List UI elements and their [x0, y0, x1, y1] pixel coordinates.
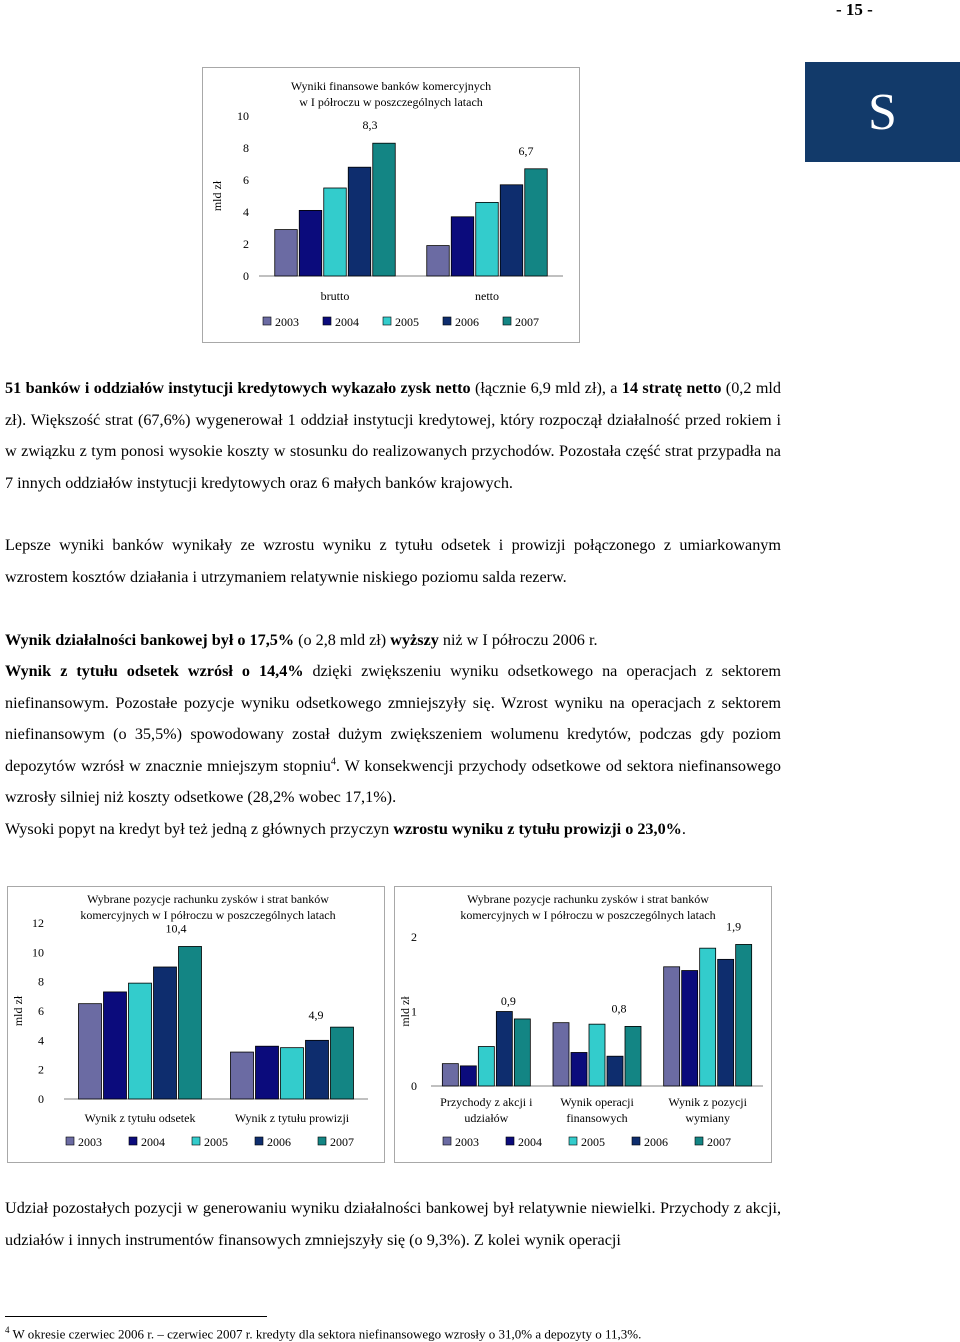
paragraph-interest-result	[5, 656, 781, 814]
legend-swatch	[569, 1137, 577, 1145]
y-tick-label: 8	[243, 141, 249, 155]
bar	[79, 1004, 102, 1099]
category-label: Wynik z pozycji	[668, 1095, 747, 1109]
text-run: Lepsze wyniki banków wynikały ze wzrostu wyniku z tytułu odsetek i prowizji połączonego z umiarkowanym wzrostem kosztów działania i utrzymaniem relatywnie niskiego poziomu salda rezerw.	[5, 536, 781, 586]
bold-run: 51 banków i oddziałów instytucji kredytowych wykazało zysk netto	[5, 379, 471, 397]
y-axis-label: mld zł	[210, 180, 224, 212]
legend-swatch	[255, 1137, 263, 1145]
bar	[179, 946, 202, 1099]
bold-run: Wynik z tytułu odsetek wzrósł o 14,4%	[5, 662, 304, 680]
y-tick-label: 0	[243, 269, 249, 283]
bar	[460, 1066, 476, 1086]
bar	[718, 959, 734, 1086]
bar	[736, 944, 752, 1086]
legend-label: 2007	[515, 315, 539, 329]
bar	[104, 992, 127, 1099]
legend-swatch	[263, 317, 271, 325]
footnote-ref: 4	[330, 756, 336, 768]
bar	[281, 1048, 304, 1099]
chart-interest-commission	[7, 886, 385, 1163]
bar	[275, 230, 298, 276]
y-axis-label: mld zł	[398, 996, 412, 1027]
bar	[129, 983, 152, 1099]
chart-title-line: komercyjnych w I półroczu w poszczególnych latach	[80, 908, 336, 922]
bar	[348, 167, 371, 276]
paragraph-better-results	[5, 530, 781, 593]
legend-label: 2005	[581, 1135, 605, 1149]
legend-label: 2006	[455, 315, 479, 329]
legend-swatch	[506, 1137, 514, 1145]
section-marker: S	[805, 62, 960, 162]
bar	[373, 143, 396, 276]
category-label: netto	[475, 289, 499, 303]
y-tick-label: 2	[411, 930, 417, 944]
y-tick-label: 0	[38, 1092, 44, 1106]
bar	[553, 1023, 569, 1086]
legend-label: 2003	[275, 315, 299, 329]
footnote-mark: 4	[5, 1325, 10, 1335]
text-run: Udział pozostałych pozycji w generowaniu wyniku działalności bankowej był relatywnie niewielki. Przychody z akcji, udziałów i innych instrumentów finansowych zmniejszyły się (o 9,3%). Z kolei wynik operacji	[5, 1199, 781, 1249]
data-label: 4,9	[308, 1008, 324, 1023]
legend-swatch	[323, 317, 331, 325]
text-run: (0,2 mld zł). Większość strat (67,6%) wygenerował 1 oddział instytucji kredytowej, który rozpoczął działalność przed rokiem i w związku z tym ponosi wysokie koszty w stosunku do realizowanych przychodów. Pozostała część strat przypadła na 7 innych oddziałów instytucji kredytowych oraz 6 małych banków krajowych.	[5, 379, 781, 492]
bold-run: Wynik działalności bankowej był o 17,5%	[5, 631, 295, 649]
category-label: finansowych	[566, 1111, 628, 1125]
y-tick-label: 10	[237, 109, 249, 123]
y-tick-label: 2	[243, 237, 249, 251]
bar	[682, 971, 698, 1086]
y-tick-label: 6	[38, 1004, 44, 1018]
y-tick-label: 1	[411, 1004, 417, 1019]
category-label: Wynik z tytułu prowizji	[234, 1111, 350, 1125]
legend-swatch	[129, 1137, 137, 1145]
y-tick-label: 4	[243, 205, 249, 219]
legend-label: 2007	[707, 1135, 731, 1149]
y-tick-label: 10	[32, 945, 44, 960]
bar	[514, 1019, 530, 1086]
paragraph-banking-result	[5, 625, 781, 657]
text-run: (o 2,8 mld zł)	[294, 631, 391, 649]
bar	[700, 948, 716, 1086]
category-label: Wynik operacji	[560, 1095, 634, 1109]
legend-swatch	[383, 317, 391, 325]
bar	[607, 1056, 623, 1086]
data-label: 6,7	[518, 143, 534, 158]
y-tick-label: 8	[38, 974, 44, 989]
legend-swatch	[503, 317, 511, 325]
legend-label: 2005	[204, 1135, 228, 1149]
legend-swatch	[695, 1137, 703, 1145]
category-label: wymiany	[685, 1111, 731, 1125]
bar	[299, 210, 322, 276]
category-label: brutto	[320, 289, 350, 303]
y-tick-label: 4	[38, 1033, 44, 1048]
bar	[306, 1040, 329, 1099]
category-label: Wynik z tytułu odsetek	[84, 1111, 196, 1125]
footnote	[5, 1322, 955, 1342]
footnote-text: W okresie czerwiec 2006 r. – czerwiec 2007 r. kredyty dla sektora niefinansowego wzrosły o 31,0% a depozyty o 11,3%.	[9, 1326, 642, 1342]
chart-title-line: Wybrane pozycje rachunku zysków i strat banków	[87, 892, 329, 906]
paragraph-profit-loss	[5, 373, 781, 499]
chart-title-line: Wyniki finansowe banków komercyjnych	[290, 79, 492, 93]
bar	[154, 967, 177, 1099]
legend-swatch	[632, 1137, 640, 1145]
legend-label: 2005	[395, 315, 419, 329]
bar	[625, 1026, 641, 1086]
legend-swatch	[318, 1137, 326, 1145]
bar	[496, 1012, 512, 1087]
bar	[442, 1064, 458, 1086]
legend-label: 2003	[78, 1135, 102, 1149]
y-tick-label: 12	[32, 916, 44, 930]
bar	[478, 1047, 494, 1086]
legend-label: 2006	[644, 1135, 668, 1149]
chart-financial-results	[202, 67, 580, 343]
paragraph-commission-result	[5, 814, 781, 846]
legend-label: 2004	[518, 1135, 542, 1149]
legend-swatch	[443, 1137, 451, 1145]
chart-other-items	[394, 886, 772, 1163]
bold-run: 14 stratę netto	[621, 379, 722, 397]
text-run: Wysoki popyt na kredyt był też jedną z głównych przyczyn	[5, 820, 394, 838]
y-axis-label: mld zł	[11, 995, 25, 1027]
bold-run: wyższy	[390, 631, 439, 649]
bar	[256, 1046, 279, 1099]
legend-label: 2004	[335, 315, 359, 329]
bar	[500, 185, 523, 276]
footnote-rule	[5, 1316, 267, 1317]
text-run: .	[681, 820, 686, 838]
text-run: niż w I półroczu 2006 r.	[438, 631, 598, 649]
y-tick-label: 2	[38, 1062, 44, 1077]
text-run: (łącznie 6,9 mld zł), a	[470, 379, 622, 397]
paragraph-other-items	[5, 1193, 781, 1256]
page-number: - 15 -	[836, 0, 873, 19]
bar	[331, 1027, 354, 1099]
bar	[324, 188, 347, 276]
bar	[231, 1052, 254, 1099]
chart-title-line: w I półroczu w poszczególnych latach	[299, 95, 483, 109]
chart-title-line: Wybrane pozycje rachunku zysków i strat banków	[467, 892, 709, 906]
bar	[476, 202, 499, 276]
data-label: 0,9	[500, 993, 516, 1008]
data-label: 10,4	[165, 921, 187, 936]
legend-label: 2004	[141, 1135, 165, 1149]
legend-swatch	[192, 1137, 200, 1145]
data-label: 1,9	[726, 919, 742, 934]
bar	[525, 169, 548, 276]
bar	[571, 1052, 587, 1086]
data-label: 0,8	[611, 1001, 627, 1016]
bar	[664, 967, 680, 1086]
bold-run: wzrostu wyniku z tytułu prowizji o 23,0%	[393, 820, 682, 838]
legend-label: 2003	[455, 1135, 479, 1149]
legend-swatch	[66, 1137, 74, 1145]
text-run: dzięki zwiększeniu wyniku odsetkowego na operacjach z sektorem niefinansowym. Pozostałe pozycje wyniku odsetkowego zmniejszyły się. Wzrost wyniku na operacjach z sektorem niefinansowym (o 35,5%) spowodowany został dużym zwiększeniem wolumenu kredytów, podczas gdy poziom depozytów wzrósł w znacznie mniejszym stopniu	[5, 662, 781, 775]
y-tick-label: 0	[411, 1079, 417, 1093]
y-tick-label: 6	[243, 173, 249, 187]
legend-swatch	[443, 317, 451, 325]
data-label: 8,3	[362, 118, 378, 133]
chart-title-line: komercyjnych w I półroczu w poszczególnych latach	[460, 908, 716, 922]
bar	[589, 1024, 605, 1086]
category-label: udziałów	[464, 1111, 509, 1125]
bar	[451, 217, 474, 276]
bar	[427, 246, 450, 276]
legend-label: 2006	[267, 1135, 291, 1149]
category-label: Przychody z akcji i	[440, 1095, 533, 1109]
text-run: . W konsekwencji przychody odsetkowe od sektora niefinansowego wzrosły silniej niż koszty odsetkowe (28,2% wobec 17,1%).	[5, 756, 782, 806]
legend-label: 2007	[330, 1135, 354, 1149]
